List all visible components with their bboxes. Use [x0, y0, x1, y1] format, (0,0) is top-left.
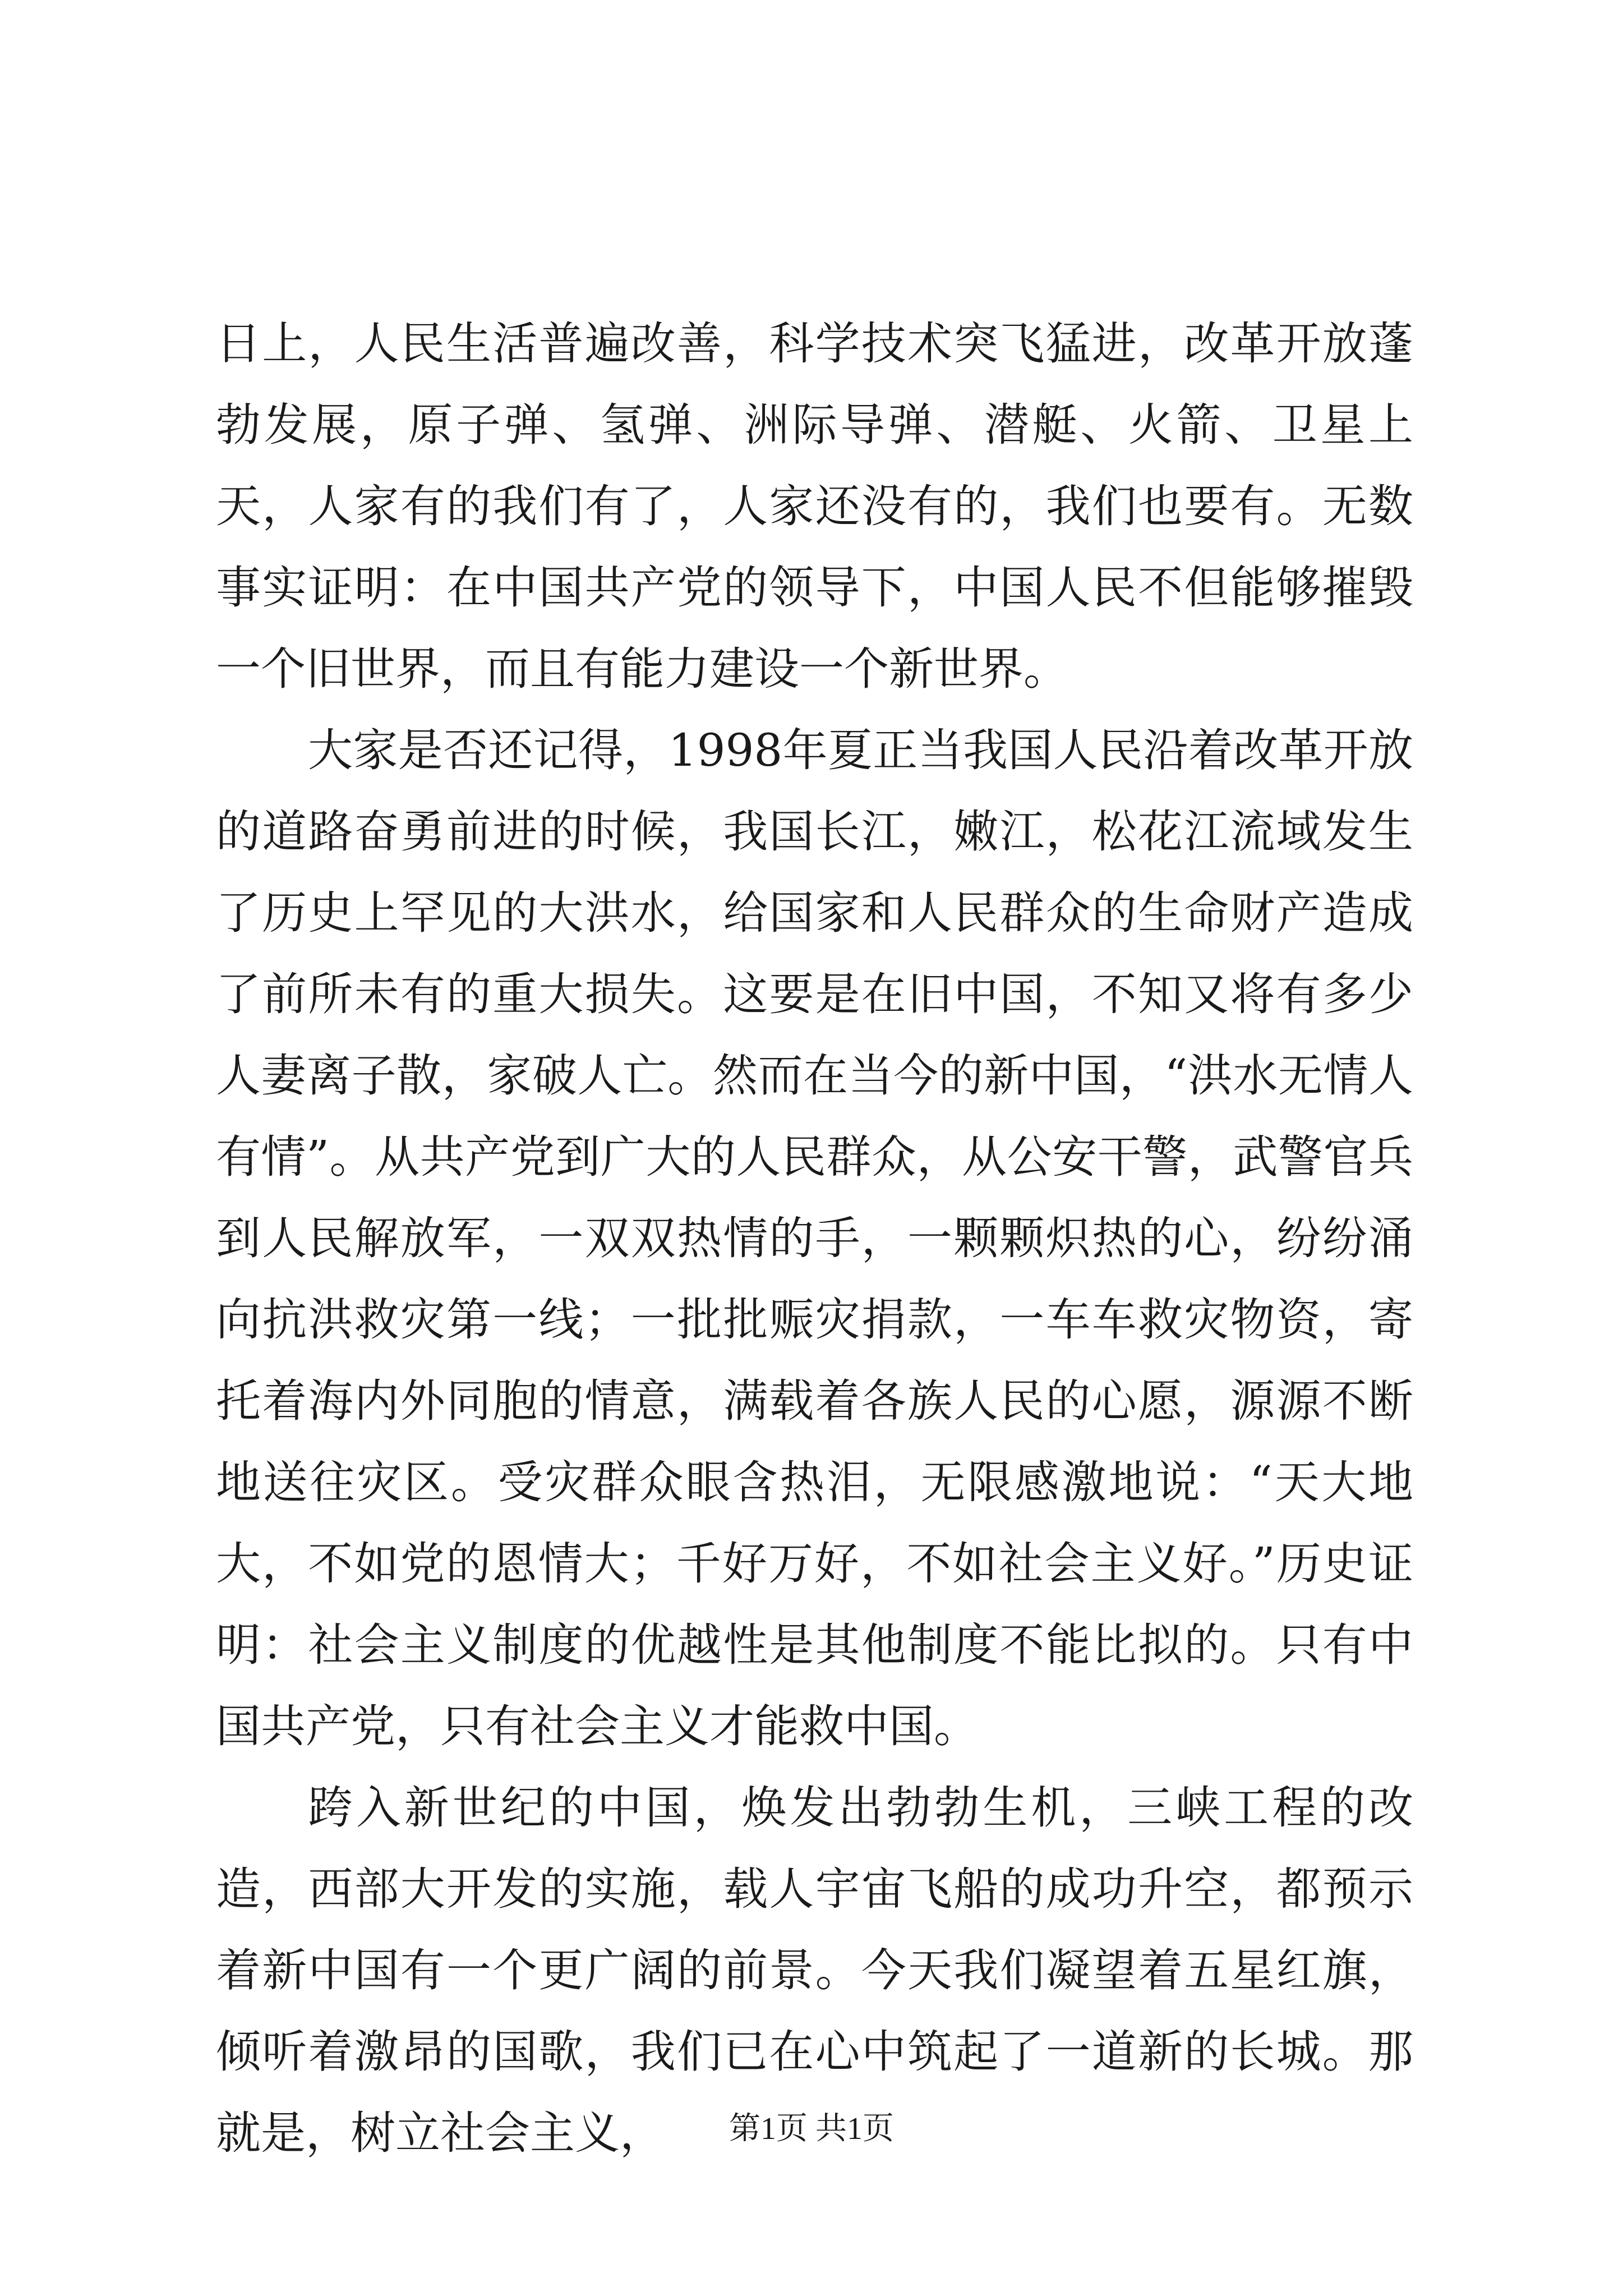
paragraph-1: 日上，人民生活普遍改善，科学技术突飞猛进，改革开放蓬勃发展，原子弹、氢弹、洲际导弹、潜艇、火箭、卫星上天，人家有的我们有了，人家还没有的，我们也要有。无数事实证明：在中国共产党的领导下，中国人民不但能够摧毁一个旧世界，而且有能力建设一个新世界。 [216, 318, 1413, 695]
page-footer [0, 2104, 1623, 2148]
document-body [216, 303, 1413, 2174]
paragraph-2: 大家是否还记得，1998年夏正当我国人民沿着改革开放的道路奋勇前进的时候，我国长江，嫩江，松花江流域发生了历史上罕见的大洪水，给国家和人民群众的生命财产造成了前所未有的重大损失。这要是在旧中国，不知又将有多少人妻离子散，家破人亡。然而在当今的新中国，“洪水无情人有情”。从共产党到广大的人民群众，从公安干警，武警官兵到人民解放军，一双双热情的手，一颗颗炽热的心，纷纷涌向抗洪救灾第一线；一批批赈灾捐款，一车车救灾物资，寄托着海内外同胞的情意，满载着各族人民的心愿，源源不断地送往灾区。受灾群众眼含热泪，无限感激地说：“天大地大，不如党的恩情大；千好万好，不如社会主义好。”历史证明：社会主义制度的优越性是其他制度不能比拟的。只有中国共产党，只有社会主义才能救中国。 [216, 724, 1413, 1752]
page-number-label: 第1页 共1页 [729, 2111, 894, 2146]
paragraph-3: 跨入新世纪的中国，焕发出勃勃生机，三峡工程的改造，西部大开发的实施，载人宇宙飞船的成功升空，都预示着新中国有一个更广阔的前景。今天我们凝望着五星红旗，倾听着激昂的国歌，我们已在心中筑起了一道新的长城。那就是，树立社会主义， [216, 1782, 1413, 2159]
